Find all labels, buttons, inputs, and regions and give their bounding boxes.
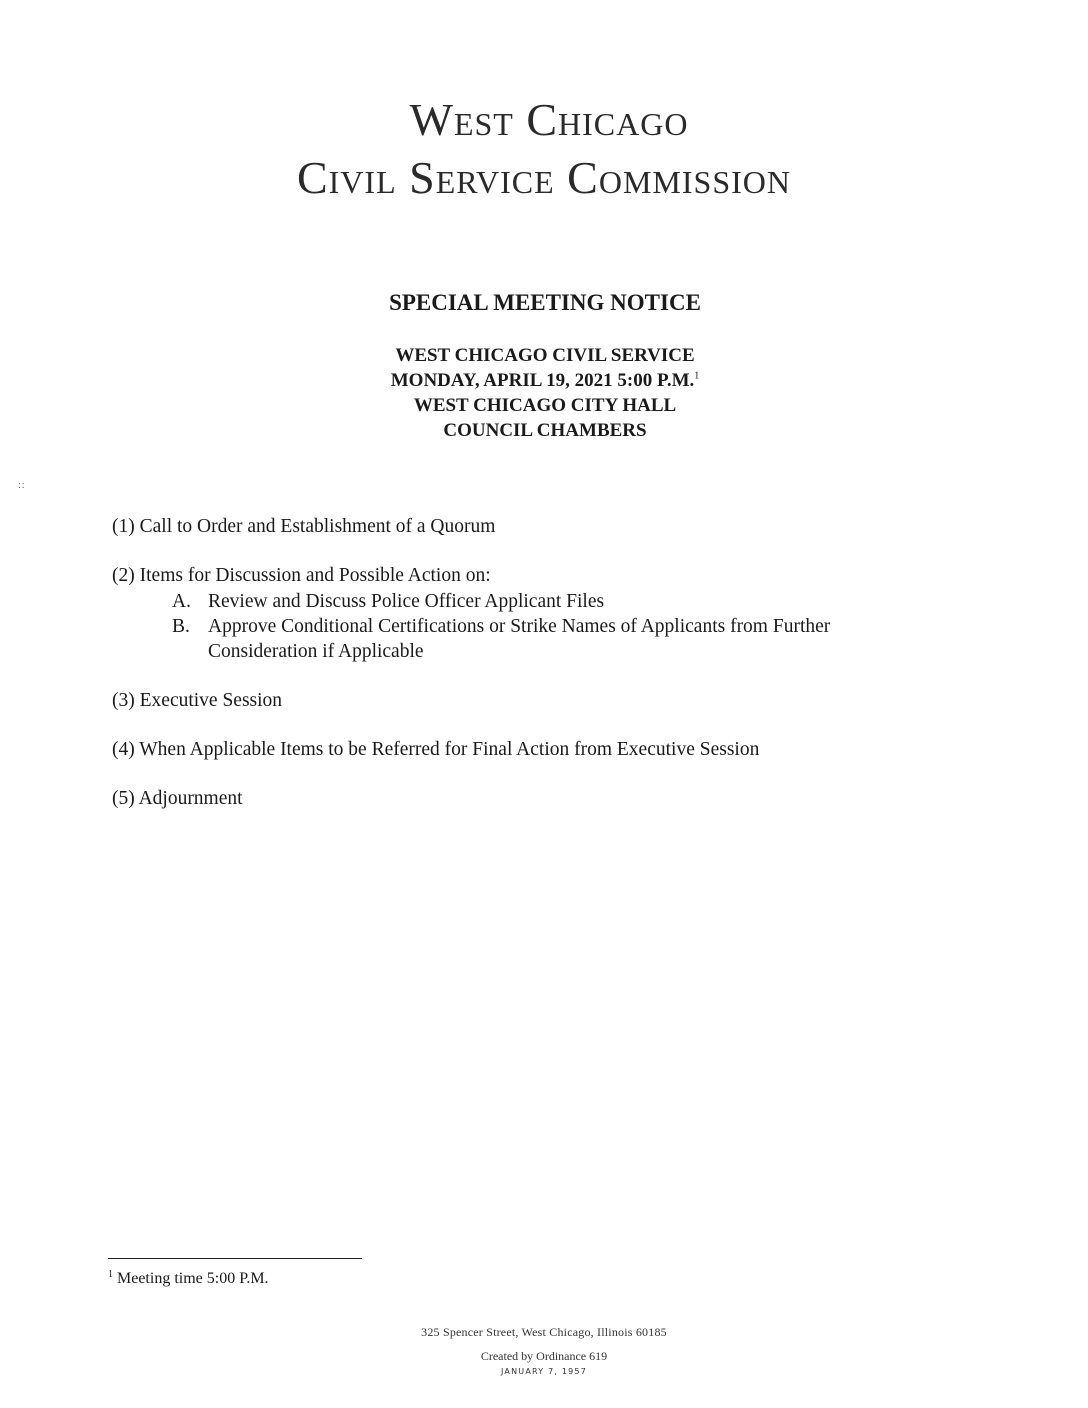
agenda-item-4	[112, 737, 932, 762]
meeting-datetime	[2, 368, 1088, 393]
notice-title: SPECIAL MEETING NOTICE	[389, 290, 701, 315]
agenda-item-text: When Applicable Items to be Referred for Final Action from Executive Session	[139, 739, 760, 760]
letterhead-line-2: Civil Service Commission	[296, 152, 792, 203]
agenda-item-number: (1)	[112, 516, 135, 537]
footnote-marker: 1	[108, 1268, 113, 1280]
agenda-item-text: Call to Order and Establishment of a Quorum	[139, 516, 496, 537]
agenda-item-number: (5)	[112, 788, 135, 809]
meeting-location: WEST CHICAGO CITY HALL	[413, 395, 677, 416]
sub-item-text: Approve Conditional Certifications or Strike Names of Applicants from Further Consideration if Applicable	[208, 616, 831, 662]
agenda-sub-item-b	[172, 614, 932, 664]
footnote	[108, 1270, 269, 1288]
footnote-reference: 1	[694, 370, 700, 382]
agenda-item-number: (2)	[112, 565, 135, 586]
agenda-sub-item-a	[172, 589, 932, 614]
agenda-item-5	[112, 786, 932, 811]
sub-item-letter: A.	[172, 591, 191, 612]
agenda-item-number: (3)	[112, 690, 135, 711]
agenda-item-text: Executive Session	[139, 690, 283, 711]
letterhead-line-1: West Chicago	[409, 94, 689, 145]
agenda-item-number: (4)	[112, 739, 135, 760]
meeting-details	[0, 343, 1088, 443]
meeting-body: WEST CHICAGO CIVIL SERVICE	[395, 345, 695, 366]
sub-item-text: Review and Discuss Police Officer Applicant Files	[208, 591, 605, 612]
agenda-item-1	[112, 514, 932, 539]
sub-item-letter: B.	[172, 616, 190, 637]
agenda-list	[112, 514, 932, 835]
footer-address: 325 Spencer Street, West Chicago, Illinois 60185	[421, 1325, 667, 1339]
footer-ordinance: Created by Ordinance 619	[480, 1349, 608, 1363]
agenda-sub-list	[172, 589, 932, 664]
meeting-room: COUNCIL CHAMBERS	[443, 420, 647, 441]
agenda-item-2	[112, 563, 932, 664]
footnote-text: Meeting time 5:00 P.M.	[117, 1270, 269, 1287]
agenda-item-text: Adjournment	[138, 788, 243, 809]
meeting-datetime-text: MONDAY, APRIL 19, 2021 5:00 P.M.	[390, 370, 695, 391]
footnote-divider	[108, 1258, 362, 1259]
agenda-item-text: Items for Discussion and Possible Action on:	[139, 565, 491, 586]
letterhead	[0, 92, 1088, 206]
footer-date: JANUARY 7, 1957	[500, 1367, 587, 1376]
scan-mark: ::	[18, 480, 26, 491]
agenda-item-3	[112, 688, 932, 713]
